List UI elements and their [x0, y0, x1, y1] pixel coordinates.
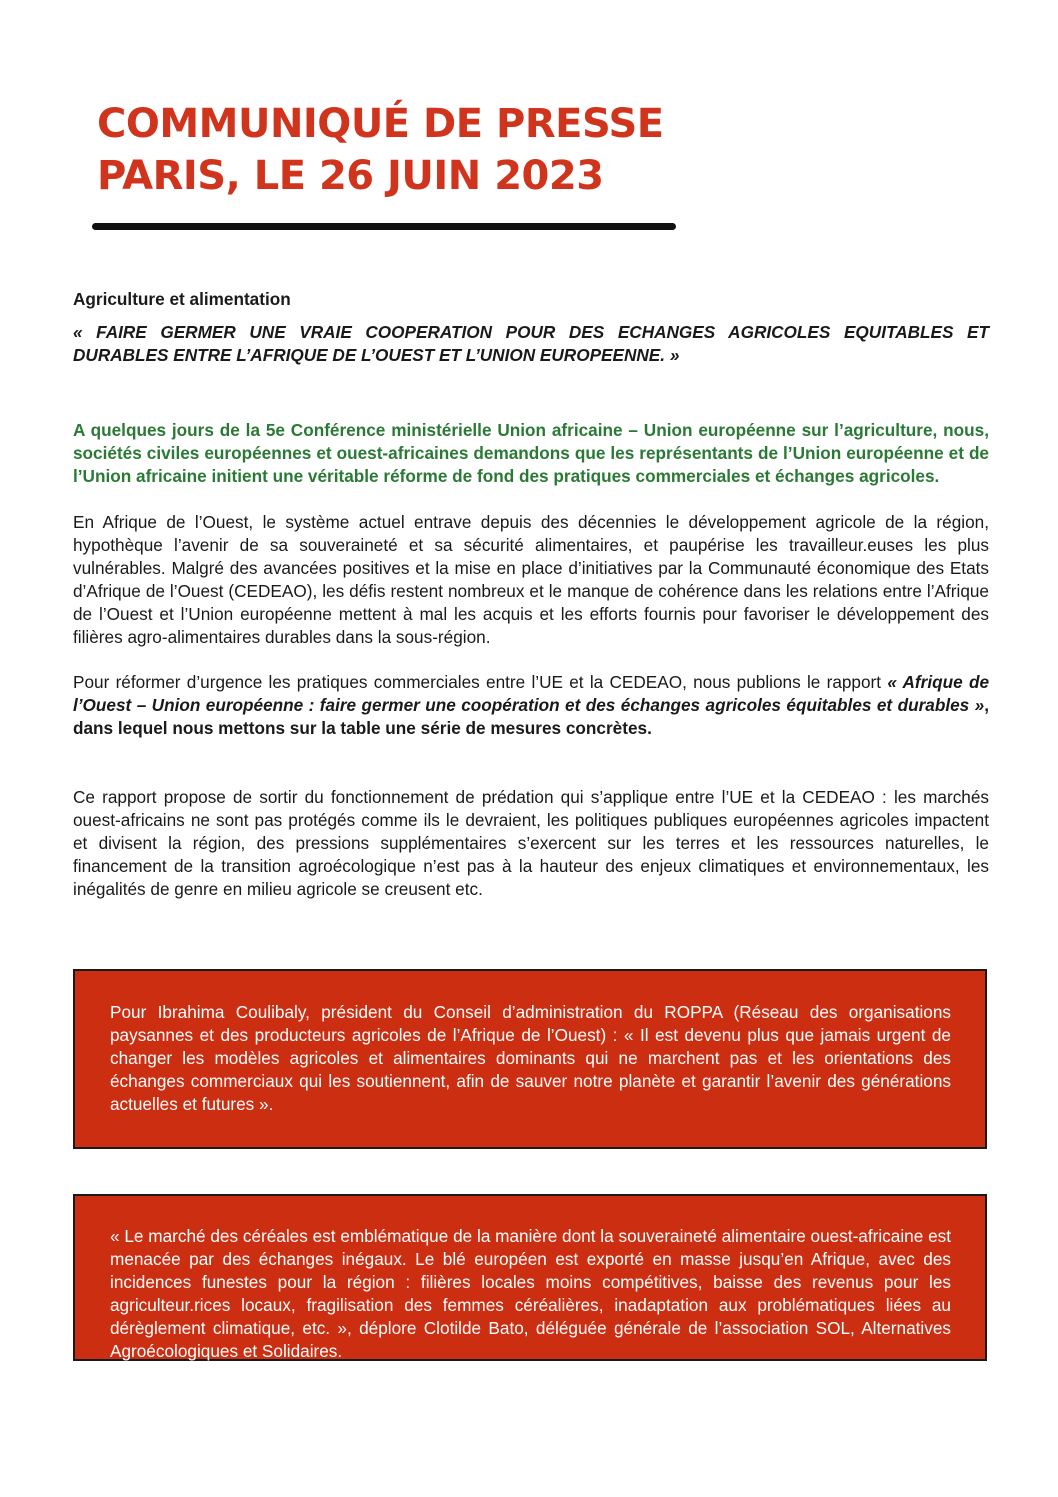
intro-paragraph: A quelques jours de la 5e Conférence ministérielle Union africaine – Union européenne sur l’agriculture, nous, sociétés civiles européennes et ouest-africaines demandons que les représentants de l’Union européenne et de l’Union africaine initient une véritable réforme de fond des pratiques commerciales et échanges agricoles.	[73, 420, 989, 486]
paragraph-2-tail: , dans lequel nous mettons sur la table une série de mesures concrètes.	[73, 695, 989, 738]
page-title	[97, 98, 664, 202]
title-line-1: COMMUNIQUÉ DE PRESSE	[97, 101, 664, 147]
report-title: « Afrique de l’Ouest – Union européenne : faire germer une coopération et des échanges agricoles équitables et durables »	[73, 672, 989, 715]
quote-text-2: « Le marché des céréales est emblématique de la manière dont la souveraineté alimentaire ouest-africaine est menacée par des échanges inégaux. Le blé européen est exporté en masse jusqu’en Afrique, avec des incidences funestes pour la région : filières locales moins compétitives, baisse des revenus pour les agriculteur.rices locaux, fragilisation des femmes céréalières, inadaptation aux problématiques liées au dérèglement climatique, etc. », déplore Clotilde Bato, déléguée générale de l’association SOL, Alternatives Agroécologiques et Solidaires.	[110, 1226, 951, 1361]
paragraph-2-lead: Pour réformer d’urgence les pratiques commerciales entre l’UE et la CEDEAO, nous publions le rapport	[73, 672, 888, 692]
section-label: Agriculture et alimentation	[73, 289, 291, 309]
quote-text-1: Pour Ibrahima Coulibaly, président du Conseil d’administration du ROPPA (Réseau des organisations paysannes et des producteurs agricoles de l’Afrique de l’Ouest) : « Il est devenu plus que jamais urgent de changer les modèles agricoles et alimentaires dominants qui ne marchent pas et les orientations des échanges commerciaux qui les soutiennent, afin de sauver notre planète et garantir l’avenir des générations actuelles et futures ».	[110, 1002, 951, 1114]
title-line-2: PARIS, LE 26 JUIN 2023	[97, 153, 604, 199]
headline: « FAIRE GERMER UNE VRAIE COOPERATION POUR DES ECHANGES AGRICOLES EQUITABLES ET DURABLES ENTRE L’AFRIQUE DE L’OUEST ET L’UNION EUROPEENNE. »	[73, 322, 989, 365]
quote-box-coulibaly	[73, 969, 987, 1149]
press-release-body	[73, 288, 989, 901]
quote-box-bato	[73, 1194, 987, 1361]
title-divider	[92, 223, 676, 230]
body-paragraph-2	[73, 671, 989, 740]
body-paragraph-1: En Afrique de l’Ouest, le système actuel entrave depuis des décennies le développement agricole de la région, hypothèque l’avenir de sa souveraineté et sa sécurité alimentaires, et paupérise les travailleur.euses les plus vulnérables. Malgré des avancées positives et la mise en place d’initiatives par la Communauté économique des Etats d’Afrique de l’Ouest (CEDEAO), les défis restent nombreux et le manque de cohérence dans les relations entre l’Afrique de l’Ouest et l’Union européenne mettent à mal les acquis et les efforts fournis pour favoriser le développement des filières agro-alimentaires durables dans la sous-région.	[73, 512, 989, 647]
body-paragraph-3: Ce rapport propose de sortir du fonctionnement de prédation qui s’applique entre l’UE et la CEDEAO : les marchés ouest-africains ne sont pas protégés comme ils le devraient, les politiques publiques européennes agricoles impactent et divisent la région, des pressions supplémentaires s’exercent sur les terres et les ressources naturelles, le financement de la transition agroécologique n’est pas à la hauteur des enjeux climatiques et environnementaux, les inégalités de genre en milieu agricole se creusent etc.	[73, 787, 989, 899]
